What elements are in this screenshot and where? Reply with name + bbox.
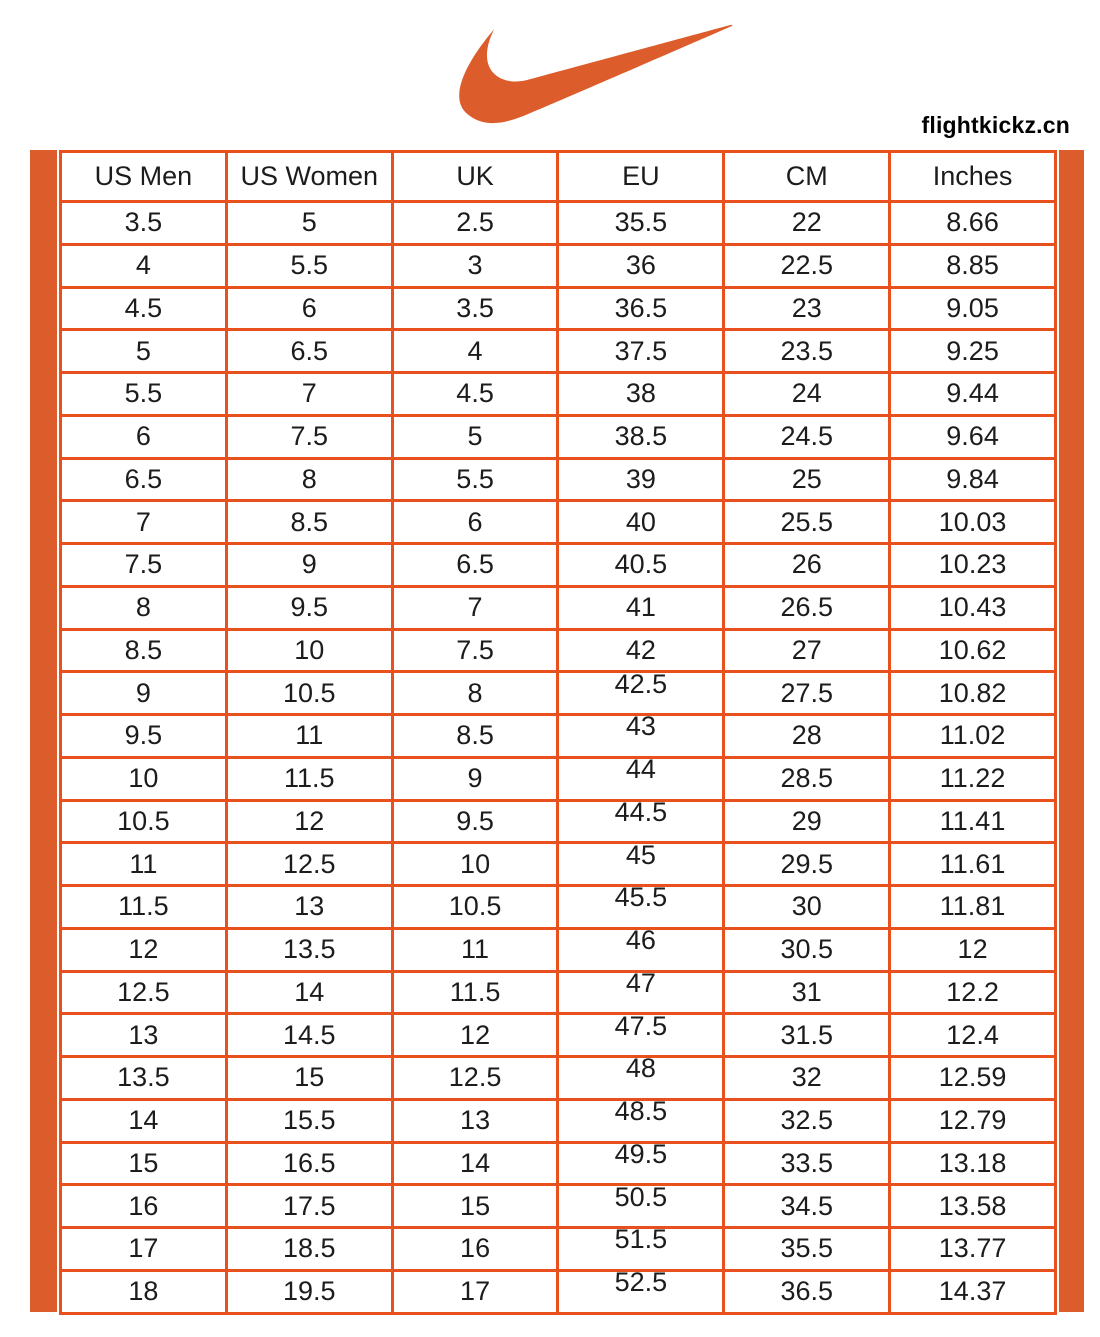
size-cell: 12 — [61, 928, 227, 971]
size-cell: 6.5 — [392, 544, 558, 587]
size-cell: 7 — [226, 373, 392, 416]
size-cell: 7 — [61, 501, 227, 544]
table-row — [61, 373, 1056, 416]
table-row — [61, 1014, 1056, 1057]
size-cell: 8.5 — [61, 629, 227, 672]
size-cell: 9 — [392, 757, 558, 800]
size-cell: 12 — [392, 1014, 558, 1057]
size-cell: 32.5 — [724, 1099, 890, 1142]
size-cell: 9.84 — [890, 458, 1056, 501]
table-row — [61, 757, 1056, 800]
size-cell: 29 — [724, 800, 890, 843]
size-cell: 10.23 — [890, 544, 1056, 587]
size-cell: 27.5 — [724, 672, 890, 715]
size-cell: 19.5 — [226, 1270, 392, 1313]
size-cell: 35.5 — [724, 1228, 890, 1271]
table-row — [61, 715, 1056, 758]
size-cell: 8.85 — [890, 244, 1056, 287]
size-cell: 23 — [724, 287, 890, 330]
size-cell: 36 — [558, 244, 724, 287]
size-cell: 31.5 — [724, 1014, 890, 1057]
size-cell: 10 — [226, 629, 392, 672]
size-cell: 42.5 — [558, 672, 724, 715]
size-cell: 9.44 — [890, 373, 1056, 416]
size-cell: 50.5 — [558, 1185, 724, 1228]
size-cell: 4.5 — [61, 287, 227, 330]
size-cell: 9.64 — [890, 415, 1056, 458]
size-cell: 12.5 — [226, 843, 392, 886]
size-cell: 5.5 — [392, 458, 558, 501]
size-cell: 2.5 — [392, 202, 558, 245]
size-cell: 11 — [61, 843, 227, 886]
size-cell: 38 — [558, 373, 724, 416]
size-cell: 10.62 — [890, 629, 1056, 672]
size-cell: 13 — [61, 1014, 227, 1057]
size-cell: 10 — [392, 843, 558, 886]
table-row — [61, 586, 1056, 629]
table-row — [61, 971, 1056, 1014]
table-row — [61, 672, 1056, 715]
size-cell: 6 — [226, 287, 392, 330]
size-cell: 11 — [392, 928, 558, 971]
size-cell: 12 — [226, 800, 392, 843]
size-cell: 11.02 — [890, 715, 1056, 758]
size-cell: 23.5 — [724, 330, 890, 373]
size-cell: 9.25 — [890, 330, 1056, 373]
size-cell: 10.5 — [61, 800, 227, 843]
size-cell: 7 — [392, 586, 558, 629]
size-cell: 17 — [392, 1270, 558, 1313]
size-cell: 9.05 — [890, 287, 1056, 330]
size-cell: 44.5 — [558, 800, 724, 843]
size-cell: 47 — [558, 971, 724, 1014]
size-cell: 24.5 — [724, 415, 890, 458]
table-row — [61, 1057, 1056, 1100]
size-cell: 12.5 — [61, 971, 227, 1014]
table-row — [61, 1228, 1056, 1271]
size-cell: 9.5 — [61, 715, 227, 758]
size-cell: 11 — [226, 715, 392, 758]
size-cell: 25 — [724, 458, 890, 501]
size-cell: 45.5 — [558, 886, 724, 929]
size-cell: 10.5 — [392, 886, 558, 929]
size-cell: 5 — [226, 202, 392, 245]
size-cell: 15 — [61, 1142, 227, 1185]
size-cell: 6 — [61, 415, 227, 458]
size-cell: 7.5 — [226, 415, 392, 458]
table-row — [61, 800, 1056, 843]
size-cell: 42 — [558, 629, 724, 672]
size-cell: 10 — [61, 757, 227, 800]
table-row — [61, 544, 1056, 587]
column-header-uk: UK — [392, 152, 558, 202]
size-cell: 3 — [392, 244, 558, 287]
size-cell: 24 — [724, 373, 890, 416]
size-cell: 14 — [61, 1099, 227, 1142]
size-cell: 13 — [226, 886, 392, 929]
size-cell: 33.5 — [724, 1142, 890, 1185]
size-cell: 47.5 — [558, 1014, 724, 1057]
size-cell: 14.5 — [226, 1014, 392, 1057]
size-cell: 11.41 — [890, 800, 1056, 843]
size-cell: 10.43 — [890, 586, 1056, 629]
size-cell: 15 — [226, 1057, 392, 1100]
size-cell: 45 — [558, 843, 724, 886]
size-cell: 38.5 — [558, 415, 724, 458]
size-cell: 12.59 — [890, 1057, 1056, 1100]
size-cell: 5 — [61, 330, 227, 373]
size-cell: 29.5 — [724, 843, 890, 886]
size-cell: 15.5 — [226, 1099, 392, 1142]
size-cell: 18.5 — [226, 1228, 392, 1271]
size-cell: 8 — [392, 672, 558, 715]
table-row — [61, 458, 1056, 501]
size-cell: 12.4 — [890, 1014, 1056, 1057]
table-row — [61, 501, 1056, 544]
size-cell: 6 — [392, 501, 558, 544]
size-cell: 18 — [61, 1270, 227, 1313]
size-cell: 5.5 — [226, 244, 392, 287]
size-cell: 4.5 — [392, 373, 558, 416]
table-row — [61, 1185, 1056, 1228]
size-cell: 25.5 — [724, 501, 890, 544]
size-cell: 43 — [558, 715, 724, 758]
table-row — [61, 886, 1056, 929]
table-header — [61, 152, 1056, 202]
table-row — [61, 1142, 1056, 1185]
size-cell: 9.5 — [226, 586, 392, 629]
size-cell: 51.5 — [558, 1228, 724, 1271]
size-cell: 49.5 — [558, 1142, 724, 1185]
size-cell: 16 — [61, 1185, 227, 1228]
table-row — [61, 1099, 1056, 1142]
column-header-us-women: US Women — [226, 152, 392, 202]
size-cell: 7.5 — [392, 629, 558, 672]
size-cell: 26 — [724, 544, 890, 587]
size-cell: 15 — [392, 1185, 558, 1228]
size-cell: 52.5 — [558, 1270, 724, 1313]
right-accent-bar — [1059, 150, 1084, 1312]
size-cell: 10.5 — [226, 672, 392, 715]
size-conversion-table — [59, 150, 1057, 1315]
size-cell: 22 — [724, 202, 890, 245]
table-row — [61, 415, 1056, 458]
size-cell: 48.5 — [558, 1099, 724, 1142]
size-cell: 6.5 — [61, 458, 227, 501]
size-cell: 11.81 — [890, 886, 1056, 929]
column-header-eu: EU — [558, 152, 724, 202]
size-cell: 8.5 — [226, 501, 392, 544]
size-cell: 13.5 — [61, 1057, 227, 1100]
table-row — [61, 1270, 1056, 1313]
nike-swoosh-path — [459, 25, 732, 123]
table-row — [61, 244, 1056, 287]
size-cell: 13.77 — [890, 1228, 1056, 1271]
size-cell: 11.61 — [890, 843, 1056, 886]
size-cell: 35.5 — [558, 202, 724, 245]
table-row — [61, 843, 1056, 886]
size-cell: 41 — [558, 586, 724, 629]
size-cell: 3.5 — [61, 202, 227, 245]
size-cell: 8.5 — [392, 715, 558, 758]
table-row — [61, 287, 1056, 330]
table-row — [61, 928, 1056, 971]
size-cell: 5.5 — [61, 373, 227, 416]
size-cell: 12.2 — [890, 971, 1056, 1014]
size-cell: 30.5 — [724, 928, 890, 971]
size-cell: 37.5 — [558, 330, 724, 373]
size-cell: 13.5 — [226, 928, 392, 971]
size-cell: 9.5 — [392, 800, 558, 843]
table-row — [61, 330, 1056, 373]
size-cell: 22.5 — [724, 244, 890, 287]
column-header-us-men: US Men — [61, 152, 227, 202]
size-cell: 12.5 — [392, 1057, 558, 1100]
size-cell: 36.5 — [724, 1270, 890, 1313]
column-header-cm: CM — [724, 152, 890, 202]
site-name: flightkickz.cn — [921, 112, 1070, 138]
size-cell: 7.5 — [61, 544, 227, 587]
size-cell: 13.58 — [890, 1185, 1056, 1228]
size-cell: 9 — [226, 544, 392, 587]
size-cell: 8 — [226, 458, 392, 501]
size-cell: 48 — [558, 1057, 724, 1100]
size-cell: 4 — [392, 330, 558, 373]
size-cell: 31 — [724, 971, 890, 1014]
size-cell: 11.5 — [61, 886, 227, 929]
size-cell: 4 — [61, 244, 227, 287]
size-cell: 46 — [558, 928, 724, 971]
table-body — [61, 202, 1056, 1314]
size-cell: 17.5 — [226, 1185, 392, 1228]
size-cell: 11.5 — [226, 757, 392, 800]
size-cell: 10.82 — [890, 672, 1056, 715]
size-cell: 16 — [392, 1228, 558, 1271]
size-cell: 13.18 — [890, 1142, 1056, 1185]
size-cell: 11.22 — [890, 757, 1056, 800]
size-cell: 32 — [724, 1057, 890, 1100]
size-cell: 5 — [392, 415, 558, 458]
size-cell: 14 — [226, 971, 392, 1014]
size-cell: 14 — [392, 1142, 558, 1185]
size-cell: 14.37 — [890, 1270, 1056, 1313]
size-cell: 28.5 — [724, 757, 890, 800]
table-row — [61, 629, 1056, 672]
size-cell: 9 — [61, 672, 227, 715]
size-cell: 6.5 — [226, 330, 392, 373]
size-cell: 40 — [558, 501, 724, 544]
size-cell: 12 — [890, 928, 1056, 971]
size-cell: 8.66 — [890, 202, 1056, 245]
size-cell: 34.5 — [724, 1185, 890, 1228]
left-accent-bar — [30, 150, 57, 1312]
size-cell: 27 — [724, 629, 890, 672]
size-cell: 28 — [724, 715, 890, 758]
size-cell: 16.5 — [226, 1142, 392, 1185]
size-cell: 13 — [392, 1099, 558, 1142]
size-cell: 39 — [558, 458, 724, 501]
size-cell: 10.03 — [890, 501, 1056, 544]
nike-swoosh-icon — [458, 24, 734, 124]
size-cell: 40.5 — [558, 544, 724, 587]
size-cell: 3.5 — [392, 287, 558, 330]
size-cell: 30 — [724, 886, 890, 929]
header-row — [61, 152, 1056, 202]
size-cell: 12.79 — [890, 1099, 1056, 1142]
size-cell: 44 — [558, 757, 724, 800]
table-row — [61, 202, 1056, 245]
size-cell: 8 — [61, 586, 227, 629]
size-cell: 36.5 — [558, 287, 724, 330]
column-header-inches: Inches — [890, 152, 1056, 202]
size-cell: 17 — [61, 1228, 227, 1271]
size-cell: 26.5 — [724, 586, 890, 629]
size-cell: 11.5 — [392, 971, 558, 1014]
